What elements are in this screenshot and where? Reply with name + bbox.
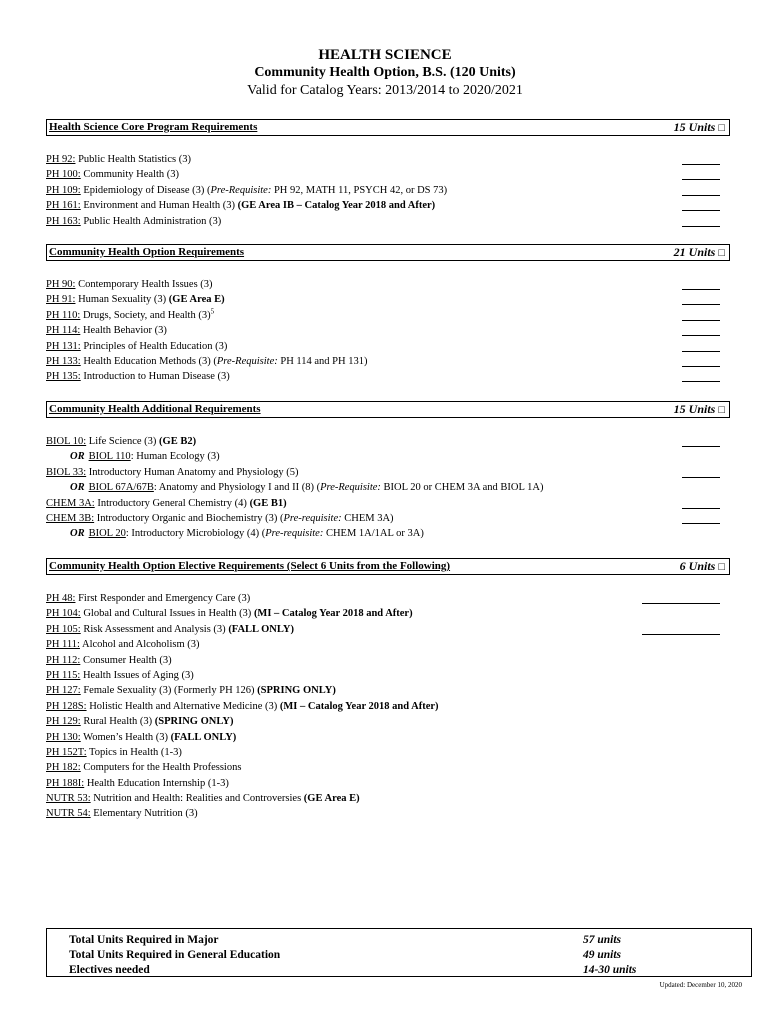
prerequisite-label: Pre-requisite: [265, 528, 324, 540]
course-name: Epidemiology of Disease (3) ( [80, 184, 211, 196]
course-code-link[interactable]: PH 133: [46, 355, 81, 367]
completion-blank[interactable] [682, 369, 720, 382]
course-name: : Human Ecology (3) [130, 451, 220, 463]
page-title: HEALTH SCIENCE [318, 47, 452, 63]
course-row [46, 668, 730, 683]
electives-needed-value: 14-30 units [583, 964, 637, 976]
prerequisite-label: Pre-requisite: [283, 512, 342, 524]
course-name: Health Education Methods (3) ( [80, 355, 217, 367]
course-list [46, 434, 730, 542]
course-name: Health Education Internship (1-3) [84, 777, 229, 789]
course-row [46, 434, 730, 449]
course-note: (SPRING ONLY) [257, 685, 336, 697]
course-name: Public Health Statistics (3) [75, 154, 191, 165]
course-row [46, 449, 730, 464]
course-row [46, 776, 730, 791]
course-name: Computers for the Health Professions [80, 762, 242, 774]
section-header [46, 401, 730, 418]
course-code-link[interactable]: PH 152T: [46, 746, 87, 758]
course-note: (FALL ONLY) [228, 623, 294, 635]
course-row [46, 152, 730, 167]
completion-blank[interactable] [682, 277, 720, 290]
completion-blank[interactable] [682, 496, 720, 509]
units-label: 21 Units [673, 245, 716, 259]
course-code-link[interactable]: BIOL 20 [88, 528, 126, 540]
course-code-link[interactable]: PH 135: [46, 371, 81, 383]
totals-box [46, 928, 752, 977]
course-name: Environment and Human Health (3) [80, 200, 238, 212]
or-label: OR [70, 528, 85, 540]
course-list [46, 591, 730, 822]
course-row [46, 526, 730, 541]
course-name: Women’s Health (3) [80, 731, 171, 743]
prerequisite-text: CHEM 3A) [341, 512, 394, 524]
prerequisite-text: PH 114 and PH 131) [277, 355, 368, 367]
completion-blank[interactable] [682, 354, 720, 367]
course-row [46, 699, 730, 714]
completion-blank[interactable] [682, 465, 720, 478]
course-name: Female Sexuality (3) (Formerly PH 126) [80, 685, 258, 697]
course-name: Global and Cultural Issues in Health (3) [80, 608, 254, 620]
course-name: Life Science (3) [86, 436, 160, 447]
completion-blank[interactable] [682, 198, 720, 211]
title-block [0, 46, 770, 100]
course-row [46, 622, 730, 637]
course-code-link[interactable]: NUTR 53: [46, 793, 91, 805]
section-header [46, 558, 730, 575]
checkbox-icon[interactable]: □ [718, 122, 725, 134]
course-name: Nutrition and Health: Realities and Controversies [90, 793, 304, 805]
course-code-link[interactable]: PH 115: [46, 669, 81, 681]
course-list [46, 277, 730, 385]
prerequisite-label: Pre-Requisite: [216, 355, 278, 367]
course-name: Introductory Organic and Biochemistry (3) ( [94, 512, 284, 524]
course-row [46, 511, 730, 526]
course-code-link[interactable]: PH 110: [46, 309, 81, 321]
course-row [46, 339, 730, 354]
total-ge-value: 49 units [583, 949, 622, 961]
course-name: Health Issues of Aging (3) [80, 669, 194, 681]
section-header [46, 244, 730, 261]
section-title: Community Health Option Elective Requirements (Select 6 Units from the Following) [49, 560, 451, 572]
units-label: 6 Units [679, 559, 716, 573]
course-code-link[interactable]: PH 188I: [46, 777, 85, 789]
course-code-link[interactable]: BIOL 33: [46, 466, 87, 478]
completion-blank[interactable] [682, 183, 720, 196]
section-title: Community Health Additional Requirements [49, 403, 261, 415]
completion-blank[interactable] [682, 292, 720, 305]
course-name: Topics in Health (1-3) [86, 746, 182, 758]
course-row [46, 745, 730, 760]
course-row [46, 606, 730, 621]
course-code-link[interactable]: PH 161: [46, 200, 81, 212]
completion-blank[interactable] [642, 591, 720, 604]
course-code-link[interactable]: PH 91: [46, 294, 76, 306]
course-row [46, 791, 730, 806]
updated-date: Updated: December 10, 2020 [659, 981, 742, 989]
course-code-link[interactable]: PH 100: [46, 169, 81, 181]
course-code-link[interactable]: PH 114: [46, 325, 81, 337]
course-row [46, 369, 730, 384]
totals-values [583, 933, 636, 978]
section-units [674, 120, 725, 136]
course-row [46, 308, 730, 323]
course-row [46, 806, 730, 821]
course-code-link[interactable]: PH 128S: [46, 700, 87, 712]
course-name: Elementary Nutrition (3) [90, 808, 198, 820]
units-label: 15 Units [673, 120, 716, 134]
prerequisite-label: Pre-Requisite: [320, 482, 381, 494]
completion-blank[interactable] [682, 167, 720, 180]
checkbox-icon[interactable]: □ [718, 404, 725, 416]
course-note: (MI – Catalog Year 2018 and After) [253, 608, 413, 620]
section-option-requirements [46, 244, 730, 385]
course-code-link[interactable]: CHEM 3B: [46, 512, 95, 524]
section-core-requirements [46, 119, 730, 229]
course-list [46, 152, 730, 229]
course-row [46, 198, 730, 213]
course-name: : Anatomy and Physiology I and II (8) ( [153, 482, 321, 494]
completion-blank[interactable] [682, 214, 720, 227]
course-name: Community Health (3) [80, 169, 179, 181]
catalog-validity: Valid for Catalog Years: 2013/2014 to 2020/2021 [247, 83, 523, 98]
completion-blank[interactable] [642, 622, 720, 635]
footnote-marker: 5 [210, 307, 215, 316]
course-note: (SPRING ONLY) [154, 716, 234, 728]
course-row [46, 653, 730, 668]
course-row [46, 292, 730, 307]
course-name: Contemporary Health Issues (3) [75, 279, 213, 290]
course-name: Holistic Health and Alternative Medicine (3) [86, 700, 280, 712]
course-name: Drugs, Society, and Health (3) [80, 309, 211, 321]
section-header [46, 119, 730, 136]
course-code-link[interactable]: PH 112: [46, 654, 81, 666]
completion-blank[interactable] [682, 323, 720, 336]
course-row [46, 323, 730, 338]
course-code-link[interactable]: BIOL 67A/67B [88, 482, 154, 494]
course-code-link[interactable]: PH 111: [46, 639, 80, 651]
course-name: Human Sexuality (3) [75, 294, 169, 306]
course-code-link[interactable]: BIOL 110 [88, 451, 131, 463]
prerequisite-text: PH 92, MATH 11, PSYCH 42, or DS 73) [271, 184, 448, 196]
units-label: 15 Units [673, 402, 716, 416]
course-note: (GE Area IB – Catalog Year 2018 and After) [237, 200, 436, 212]
checkbox-icon[interactable]: □ [718, 561, 725, 573]
course-row [46, 683, 730, 698]
course-code-link[interactable]: PH 48: [46, 593, 76, 604]
course-name: Introduction to Human Disease (3) [80, 371, 230, 383]
completion-blank[interactable] [682, 339, 720, 352]
course-name: : Introductory Microbiology (4) ( [125, 528, 266, 540]
course-row [46, 465, 730, 480]
completion-blank[interactable] [682, 152, 720, 165]
section-units [674, 245, 725, 261]
course-note: (GE B1) [249, 497, 287, 509]
completion-blank[interactable] [682, 511, 720, 524]
section-units [680, 559, 725, 575]
section-title: Health Science Core Program Requirements [49, 121, 258, 133]
course-name: First Responder and Emergency Care (3) [75, 593, 251, 604]
course-code-link[interactable]: PH 105: [46, 623, 81, 635]
course-row [46, 480, 730, 495]
section-elective-requirements [46, 558, 730, 822]
course-row [46, 730, 730, 745]
total-major-value: 57 units [583, 934, 622, 946]
or-label: OR [70, 482, 85, 494]
course-code-link[interactable]: PH 130: [46, 731, 81, 743]
total-ge-label: Total Units Required in General Education [69, 949, 281, 961]
course-row [46, 167, 730, 182]
prerequisite-text: BIOL 20 or CHEM 3A and BIOL 1A) [380, 482, 544, 494]
or-label: OR [70, 451, 85, 463]
course-code-link[interactable]: PH 131: [46, 340, 81, 352]
course-note: (GE B2) [159, 436, 197, 447]
course-note: (FALL ONLY) [170, 731, 237, 743]
course-note: (GE Area E) [303, 793, 360, 805]
course-code-link[interactable]: PH 182: [46, 762, 81, 774]
course-code-link[interactable]: PH 104: [46, 608, 81, 620]
electives-needed-label: Electives needed [69, 964, 150, 976]
course-code-link[interactable]: PH 109: [46, 184, 81, 196]
course-code-link[interactable]: PH 92: [46, 154, 76, 165]
course-name: Alcohol and Alcoholism (3) [79, 639, 200, 651]
prerequisite-label: Pre-Requisite: [210, 184, 272, 196]
totals-labels [69, 933, 280, 978]
course-row [46, 183, 730, 198]
course-name: Public Health Administration (3) [80, 215, 222, 227]
completion-blank[interactable] [682, 434, 720, 447]
course-note: (MI – Catalog Year 2018 and After) [279, 700, 439, 712]
course-code-link[interactable]: PH 127: [46, 685, 81, 697]
course-name: Consumer Health (3) [80, 654, 172, 666]
checkbox-icon[interactable]: □ [718, 247, 725, 259]
course-row [46, 277, 730, 292]
course-code-link[interactable]: PH 163: [46, 215, 81, 227]
course-name: Principles of Health Education (3) [80, 340, 228, 352]
total-major-label: Total Units Required in Major [69, 934, 219, 946]
course-code-link[interactable]: BIOL 10: [46, 436, 87, 447]
course-name: Introductory General Chemistry (4) [94, 497, 250, 509]
page-subtitle: Community Health Option, B.S. (120 Units) [254, 65, 516, 80]
course-note: (GE Area E) [168, 294, 225, 306]
course-name: Health Behavior (3) [80, 325, 167, 337]
course-row [46, 714, 730, 729]
prerequisite-text: CHEM 1A/1AL or 3A) [323, 528, 424, 540]
course-name: Introductory Human Anatomy and Physiology (5) [86, 466, 299, 478]
section-title: Community Health Option Requirements [49, 246, 245, 258]
course-row [46, 214, 730, 229]
section-additional-requirements [46, 401, 730, 542]
course-row [46, 591, 730, 606]
course-row [46, 354, 730, 369]
course-row [46, 496, 730, 511]
course-code-link[interactable]: PH 90: [46, 279, 76, 290]
course-name: Rural Health (3) [80, 716, 155, 728]
course-row [46, 760, 730, 775]
course-code-link[interactable]: CHEM 3A: [46, 497, 95, 509]
course-name: Risk Assessment and Analysis (3) [80, 623, 229, 635]
course-code-link[interactable]: PH 129: [46, 716, 81, 728]
course-row [46, 637, 730, 652]
course-code-link[interactable]: NUTR 54: [46, 808, 91, 820]
completion-blank[interactable] [682, 308, 720, 321]
section-units [674, 402, 725, 418]
